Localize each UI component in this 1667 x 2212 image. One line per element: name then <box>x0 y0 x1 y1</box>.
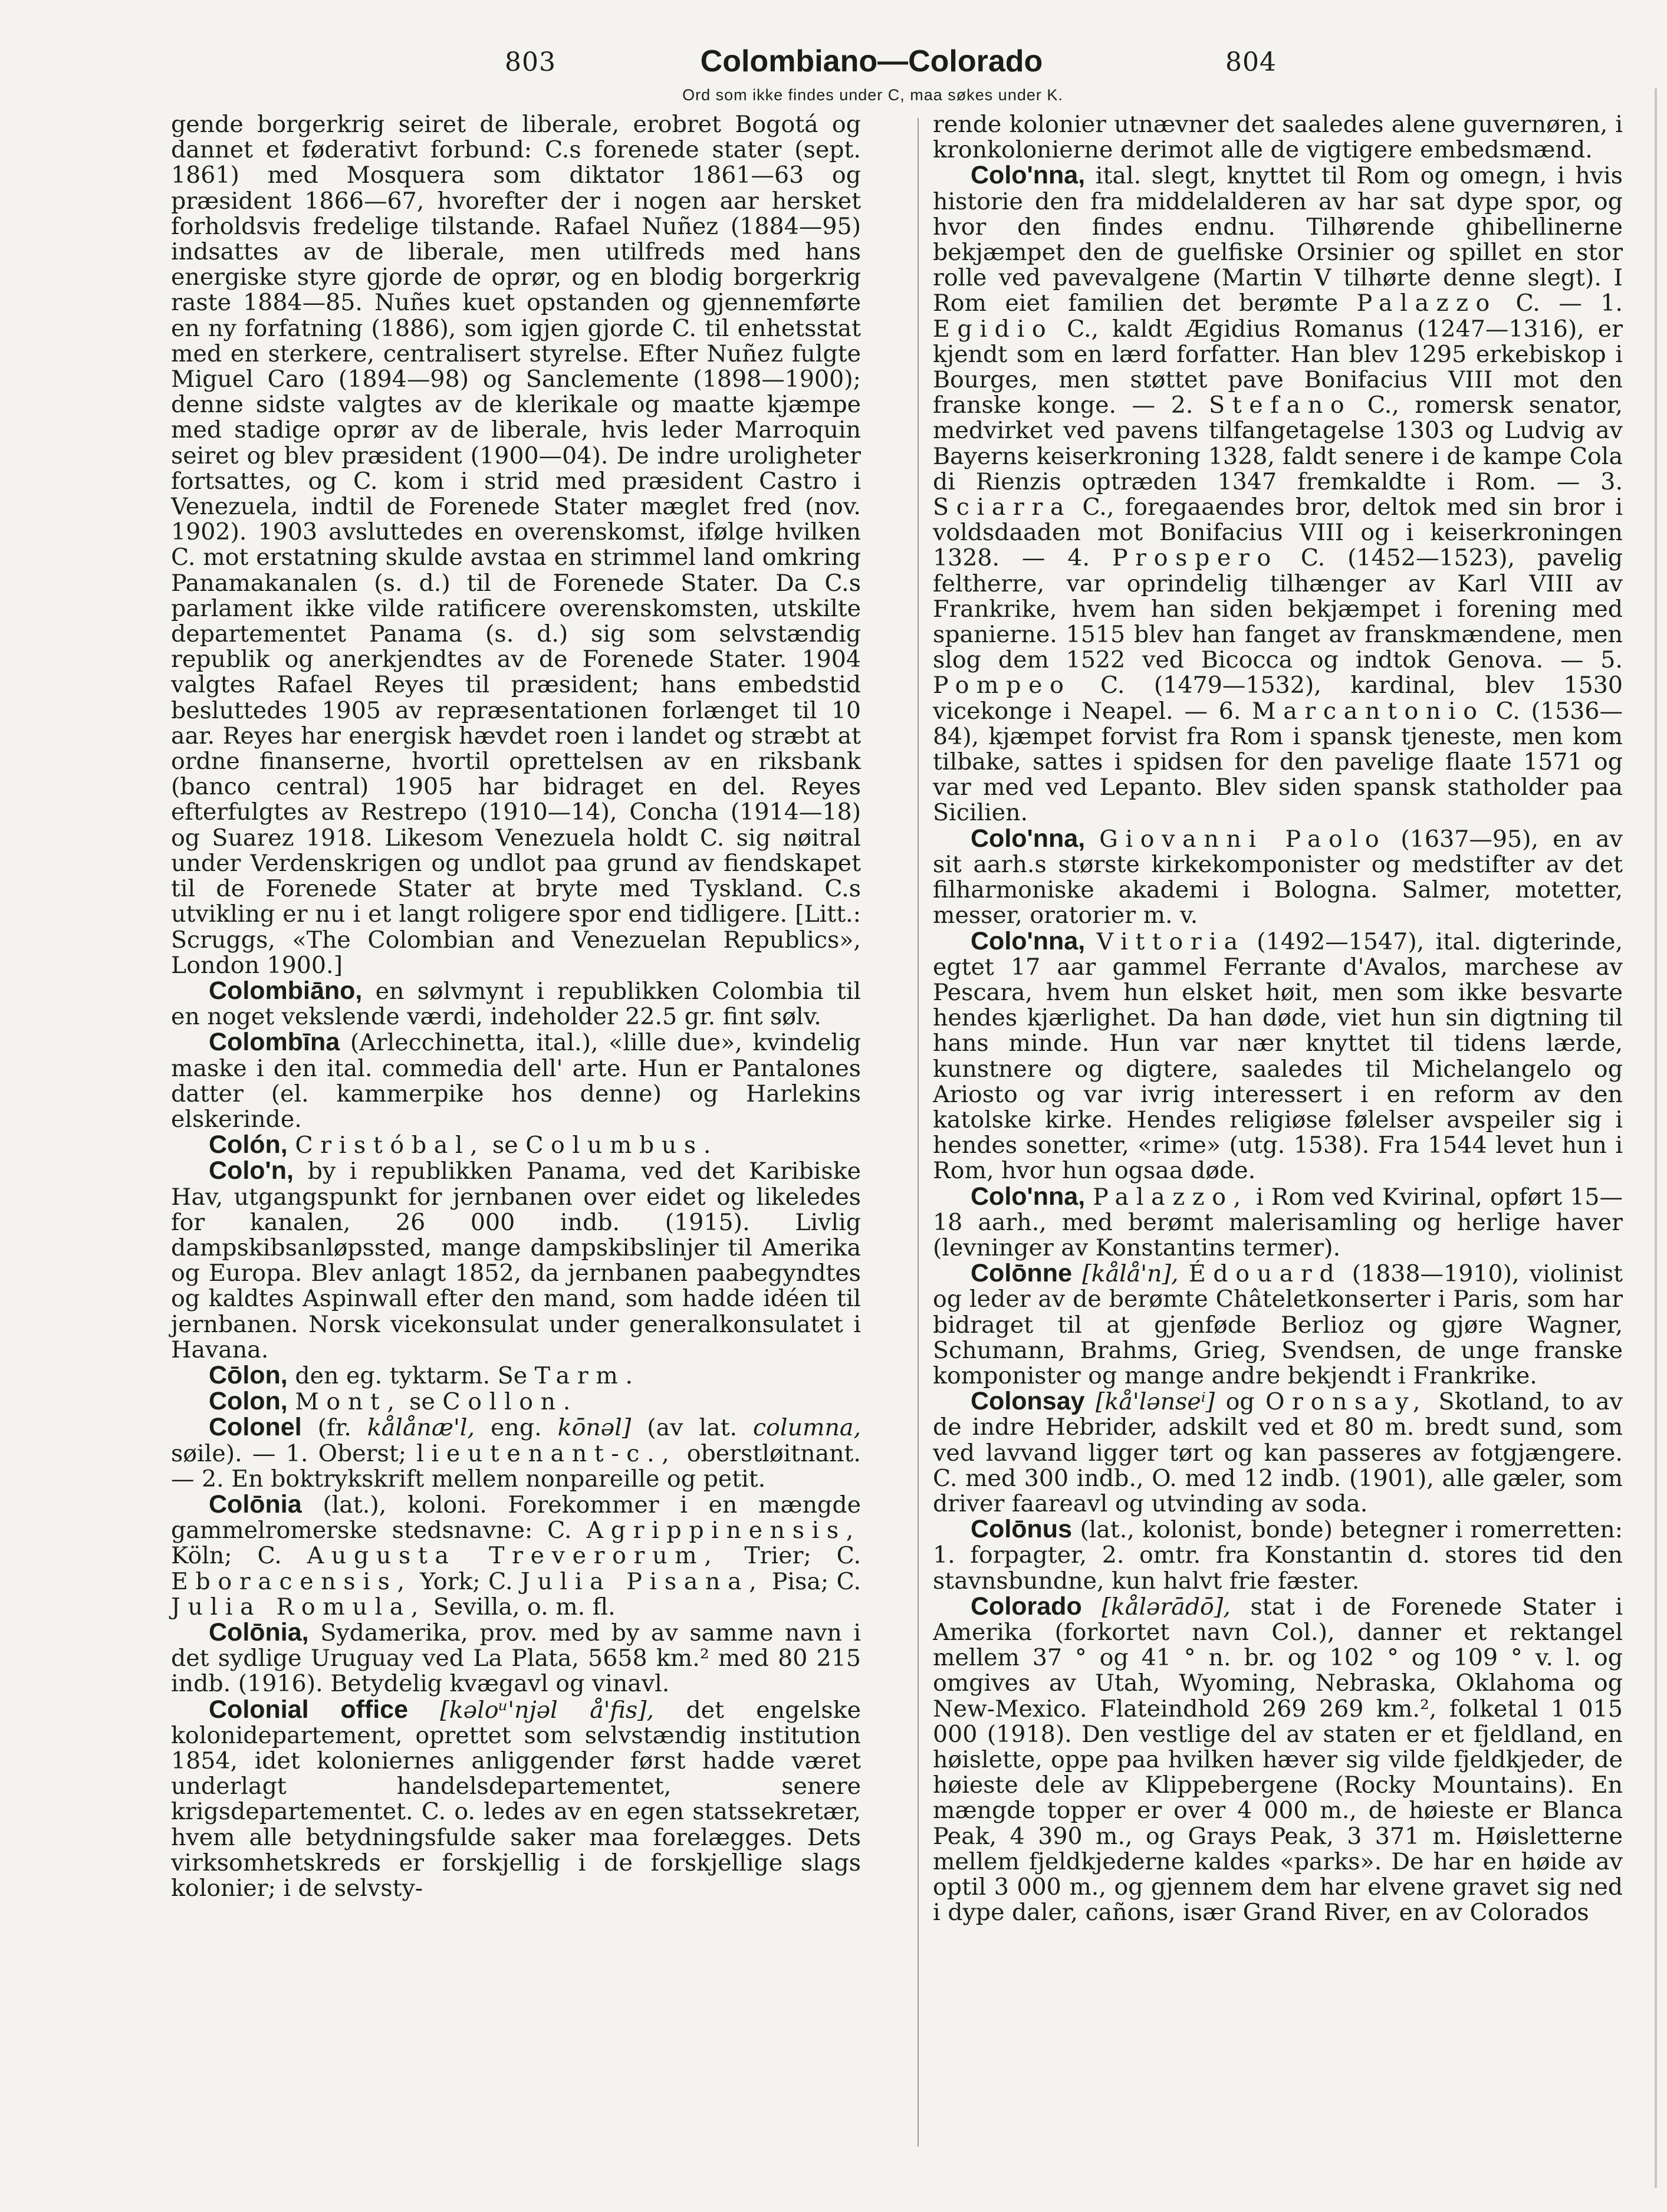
cross-reference: Columbus. <box>525 1132 719 1159</box>
spaced-term: lieutenant-c., <box>416 1439 677 1467</box>
column-divider <box>918 118 919 2147</box>
page-edge <box>1655 88 1657 2188</box>
spaced-name: Sciarra <box>933 494 1072 521</box>
entry-text: (lat., kolonist, bonde) betegner i romerretten: 1. forpagter, 2. omtr. fra Konstantin d. stores tid den stavnsbundne, kun halvt frie fæster. <box>933 1516 1623 1595</box>
cross-reference: Tarm. <box>534 1362 640 1389</box>
spaced-name: Oronsay, <box>1265 1388 1428 1416</box>
right-page-number: 804 <box>1225 47 1277 77</box>
entry-text: C., kaldt Ægidius Romanus (1247—1316), er kjendt som en lærd forfatter. Han blev 1295 erkebiskop i Bourges, men støttet pave Bonifacius VIII mot den franske konge. — 2. <box>933 315 1623 419</box>
entry-colorado <box>933 1594 1623 1926</box>
headword: Colonial office <box>209 1695 409 1724</box>
spaced-name: Eboracensis, <box>171 1567 412 1595</box>
spaced-name: Mont, <box>295 1388 402 1416</box>
right-column <box>933 112 1623 1925</box>
entry-colon-cristobal <box>171 1132 861 1158</box>
entry-text: den eg. tyktarm. Se <box>295 1362 528 1389</box>
headword: Colo'nna, <box>971 161 1086 190</box>
entry-text: søile). — 1. Oberst; <box>171 1439 407 1467</box>
entry-colon-mont <box>171 1389 861 1415</box>
entry-text: ital. slegt, knyttet til Rom og omegn, i hvis historie den fra middelalderen av har sat dype spor, og hvor den findes endnu. Tilhørende ghibellinerne bekjæmpet den de guelfiske Orsinier og spillet en stor rolle ved pavevalgene (Martin V tilhørte denne slegt). I Rom eiet familien det berømte <box>933 162 1623 317</box>
continued-entry-text: gende borgerkrig seiret de liberale, erobret Bogotá og dannet et føderativt forbund: C.s forenede stater (sept. 1861) med Mosquera som diktator 1861—63 og præsident 1866—67, hvorefter der i nogen aar hersket forholdsvis fredelige tilstande. Rafael Nuñez (1884—95) indsattes av de liberale, men utilfreds med hans energiske styre gjorde de oprør, og en blodig borgerkrig raste 1884—85. Nuñes kuet opstanden og gjennemførte en ny forfatning (1886), som igjen gjorde C. til enhetsstat med en sterkere, centralisert styrelse. Efter Nuñez fulgte Miguel Caro (1894—98) og Sanclemente (1898—1900); denne sidste valgtes av de klerikale og maatte kjæmpe med stadige oprør av de liberale, hvis leder Marroquin seiret og blev præsident (1900—04). De indre uroligheter fortsattes, og C. kom i strid med præsident Castro i Venezuela, indtil de Forenede Stater mæglet fred (nov. 1902). 1903 avsluttedes en overenskomst, ifølge hvilken C. mot erstatning skulde avstaa en strimmel land omkring Panamakanalen (s. d.) til de Forenede Stater. Da C.s parlament ikke vilde ratificere overenskomsten, utskilte departementet Panama (s. d.) sig som selvstændig republik og anerkjendtes av de Forenede Stater. 1904 valgtes Rafael Reyes til præsident; hans embedstid besluttedes 1905 av repræsentationen forlænget til 10 aar. Reyes har energisk hævdet roen i landet og stræbt at ordne finanserne, hvortil oprettelsen av en riksbank (banco central) 1905 har bidraget en del. Reyes efterfulgtes av Restrepo (1910—14), Concha (1914—18) og Suarez 1918. Likesom Venezuela holdt C. sig nøitral under Verdenskrigen og undlot paa grund av fiendskapet til de Forenede Stater at bryte med Tyskland. C.s utvikling er nu i et langt roligere spor end tidligere. [Litt.: Scruggs, «The Colombian and Venezuelan Republics», London 1900.] <box>171 111 861 979</box>
headword: Colo'nna, <box>971 824 1086 853</box>
headword: Colōnia <box>209 1490 302 1519</box>
left-column <box>171 112 861 1901</box>
spaced-name: Cristóbal, <box>295 1132 485 1159</box>
pronunciation: kålånæ'l, <box>367 1414 475 1442</box>
headword: Colon, <box>209 1387 288 1416</box>
spaced-name: Palazzo <box>1356 290 1497 317</box>
entry-text: eng. <box>491 1414 542 1442</box>
headword: Colōnne <box>971 1259 1072 1288</box>
entry-colonel <box>171 1415 861 1492</box>
headword: Colōnia, <box>209 1618 309 1646</box>
entry-text: se <box>409 1388 435 1416</box>
entry-text: (1838—1910), violinist og leder av de berømte Châteletkonserter i Paris, som har bidraget til at gjenføde Berlioz og gjøre Wagner, Schumann, Brahms, Grieg, Svendsen, de unge franske komponister og mange andre bekjendt i Frankrike. <box>933 1260 1623 1389</box>
spaced-name: Julia Pisana, <box>520 1567 764 1595</box>
entry-text: Skotland, to av de indre Hebrider, adskilt ved et 80 m. bredt sund, som ved lavvand ligger tørt og kan passeres av fotgjængere. C. med 300 indb., O. med 12 indb. (1901), alle gæler, som driver faareavl og utvinding av soda. <box>933 1388 1623 1517</box>
entry-text: en sølvmynt i republikken Colombia til en noget vekslende værdi, indeholder 22.5 gr. fint sølv. <box>171 977 861 1031</box>
headword: Colo'n, <box>209 1156 294 1185</box>
entry-text: C. — 1. <box>1515 290 1623 317</box>
entry-text: Pisa; C. <box>771 1567 862 1595</box>
running-title: Colombiano—Colorado <box>700 44 1043 78</box>
entry-colombiano <box>171 978 861 1030</box>
entry-text: Sevilla, o. m. fl. <box>433 1593 616 1621</box>
entry-text: by i republikken Panama, ved det Karibiske Hav, utgangspunkt for jernbanen over eidet og likeledes for kanalen, 26 000 indb. (1915). Livlig dampskibsanløpssted, mange dampskibslinjer til Amerika og Europa. Blev anlagt 1852, da jernbanen paabegyndtes og kaldtes Aspinwall efter den mand, som hadde idéen til jernbanen. Norsk vicekonsulat under generalkonsulatet i Havana. <box>171 1158 862 1363</box>
headword: Colombīna <box>209 1028 340 1057</box>
entry-text: og <box>1225 1388 1255 1416</box>
entry-text: C., foregaaendes bror, deltok med sin bror i voldsdaaden mot Bonifacius VIII og i keiserkroningen 1328. — 4. <box>933 494 1623 572</box>
entry-colonsay <box>933 1389 1623 1517</box>
entry-text: (1637—95), en av sit aarh.s største kirkekomponister og medstifter av det filharmoniske akademi i Bologna. Salmer, motetter, messer, oratorier m. v. <box>933 825 1623 929</box>
headword: Colorado <box>971 1592 1082 1621</box>
entry-text: (Arlecchinetta, ital.), «lille due», kvindelig maske i den ital. commedia dell' arte. Hun er Pantalones datter (el. kammerpike hos denne) og Harlekins elskerinde. <box>171 1029 861 1133</box>
entry-text: det engelske kolonidepartement, oprettet som selvstændig institution 1854, idet koloniernes anliggender først hadde været underlagt handelsdepartementet, senere krigsdepartementet. C. o. ledes av en egen statssekretær, hvem alle betydningsfulde saker maa forelægges. Dets virksomhetskreds er forskjellig i de forskjellige slags kolonier; i de selvsty- <box>171 1696 861 1902</box>
entry-colonia-uruguay <box>171 1620 861 1697</box>
headword: Colombiāno, <box>209 976 363 1005</box>
spaced-name: Pompeo <box>933 672 1071 699</box>
entry-text: (1492—1547), ital. digterinde, egtet 17 aar gammel Ferrante d'Avalos, marchese av Pescara, hvem hun elsket høit, men som ikke besvarte hendes kjærlighet. Da han døde, viet hun sin digtning til hans minde. Hun var nær knyttet til tidens lærde, kunstnere og digtere, saaledes til Michelangelo og Ariosto og var ivrig interessert i en reform av den katolske kirke. Hendes religiøse følelser avspeiler sig i hendes sonetter, «rime» (utg. 1538). Fra 1544 levet hun i Rom, hvor hun ogsaa døde. <box>933 928 1623 1185</box>
spaced-name: Édouard <box>1188 1260 1342 1288</box>
headword: Cōlon, <box>209 1360 288 1389</box>
spaced-name: Agrippinensis, <box>586 1517 862 1544</box>
spaced-name: Julia Romula, <box>171 1593 426 1621</box>
headword: Colōnus <box>971 1515 1072 1544</box>
entry-colonna-palazzo <box>933 1184 1623 1261</box>
entry-text: i Rom ved Kvirinal, opført 15—18 aarh., med berømt malerisamling og herlige haver (levninger av Konstantins termer). <box>933 1183 1623 1261</box>
spaced-name: Vittoria <box>1096 928 1245 955</box>
entry-colonial-office <box>171 1697 861 1902</box>
entry-colonne <box>933 1261 1623 1389</box>
entry-text: oberstløitnant. — 2. En boktrykskrift mellem nonpareille og petit. <box>171 1439 861 1493</box>
entry-text: se <box>492 1132 518 1159</box>
continued-entry-text: rende kolonier utnævner det saaledes alene guvernøren, i kronkolonierne derimot alle de vigtigere embedsmænd. <box>933 111 1623 164</box>
etymology-word: columna, <box>753 1414 862 1442</box>
headword: Colonel <box>209 1413 302 1442</box>
entry-colonia-lat <box>171 1492 861 1620</box>
entry-colon-tyktarm <box>171 1360 861 1389</box>
entry-text: Sydamerika, prov. med by av samme navn i det sydlige Uruguay ved La Plata, 5658 km.² med 80 215 indb. (1916). Betydelig kvægavl og vinavl. <box>171 1619 861 1698</box>
entry-colonna-family <box>933 163 1623 826</box>
left-page-number: 803 <box>505 47 556 77</box>
entry-colonna-giovanni <box>933 826 1623 929</box>
spaced-name: Egidio <box>933 315 1054 343</box>
headword: Colón, <box>209 1130 288 1159</box>
pronunciation: [kå'lənseⁱ] <box>1095 1388 1215 1416</box>
entry-colonus <box>933 1517 1623 1594</box>
spaced-name: Palazzo, <box>1093 1183 1248 1211</box>
running-subtitle: Ord som ikke findes under C, maa søkes under K. <box>682 86 1063 104</box>
entry-text: C. (1452—1523), pavelig feltherre, var oprindelig tilhænger av Karl VIII av Frankrike, hvem han siden bekjæmpet i forening med spanierne. 1515 blev han fanget av franskmændene, men slog dem 1522 ved Bicocca og indtok Genova. — 5. <box>933 544 1623 674</box>
pronunciation: [kəloᵘ'njəl å'fis], <box>440 1696 655 1724</box>
entry-text: C. (1536—84), kjæmpet forvist fra Rom i spansk tjeneste, men kom tilbake, sattes i spidsen for den pavelige flaate 1571 og var med ved Lepanto. Blev siden spansk statholder paa Sicilien. <box>933 697 1623 827</box>
entry-text: C. (1479—1532), kardinal, blev 1530 vicekonge i Neapel. — 6. <box>933 672 1623 725</box>
entry-colon-panama <box>171 1158 861 1363</box>
entry-text: York; C. <box>420 1567 513 1595</box>
entry-colonna-vittoria <box>933 926 1623 1185</box>
spaced-name: Augusta Treverorum, <box>307 1542 719 1570</box>
spaced-name: Marcantonio <box>1252 697 1485 725</box>
headword: Colo'nna, <box>971 926 1086 955</box>
entry-text: Trier; C. <box>744 1542 861 1570</box>
pronunciation: [kålå'n], <box>1082 1260 1179 1288</box>
entry-colombina <box>171 1030 861 1132</box>
headword: Colo'nna, <box>971 1182 1086 1211</box>
spaced-name: Giovanni Paolo <box>1099 825 1387 853</box>
pronunciation: kōnəl] <box>557 1414 632 1442</box>
headword: Colonsay <box>971 1387 1085 1416</box>
entry-text: C., romersk senator, medvirket ved pavens tilfangetagelse 1303 og Ludvig av Bayerns keiserkroning 1328, faldt senere i de kampe Cola di Rienzis optræden 1347 fremkaldte i Rom. — 3. <box>933 392 1623 495</box>
entry-text: (fr. <box>317 1414 351 1442</box>
entry-text: Köln; C. <box>171 1542 282 1570</box>
entry-text: stat i de Forenede Stater i Amerika (forkortet navn Col.), danner et rektangel mellem 37 ° og 41 ° n. br. og 102 ° og 109 ° v. l. og omgives av Utah, Wyoming, Nebraska, Oklahoma og New-Mexico. Flateindhold 269 269 km.², folketal 1 015 000 (1918). Den vestlige del av staten er et fjeldland, en høislette, oppe paa hvilken hæver sig vilde fjeldkjeder, de høieste dele av Klippebergene (Rocky Mountains). En mængde topper er over 4 000 m., de høieste er Blanca Peak, 4 390 m., og Grays Peak, 3 371 m. Høisletterne mellem fjeldkjederne kaldes «parks». De har en høide av optil 3 000 m., og gjennem dem har elvene gravet sig ned i dype daler, cañons, især Grand River, en av Colorados <box>933 1593 1623 1927</box>
entry-text: (av lat. <box>647 1414 738 1442</box>
pronunciation: [kålərādō], <box>1102 1593 1231 1621</box>
spaced-name: Stefano <box>1209 392 1352 419</box>
entry-text: (lat.), koloni. Forekommer i en mængde gammelromerske stedsnavne: C. <box>171 1491 861 1544</box>
spaced-name: Prospero <box>1112 544 1278 572</box>
cross-reference: Collon. <box>442 1388 578 1416</box>
